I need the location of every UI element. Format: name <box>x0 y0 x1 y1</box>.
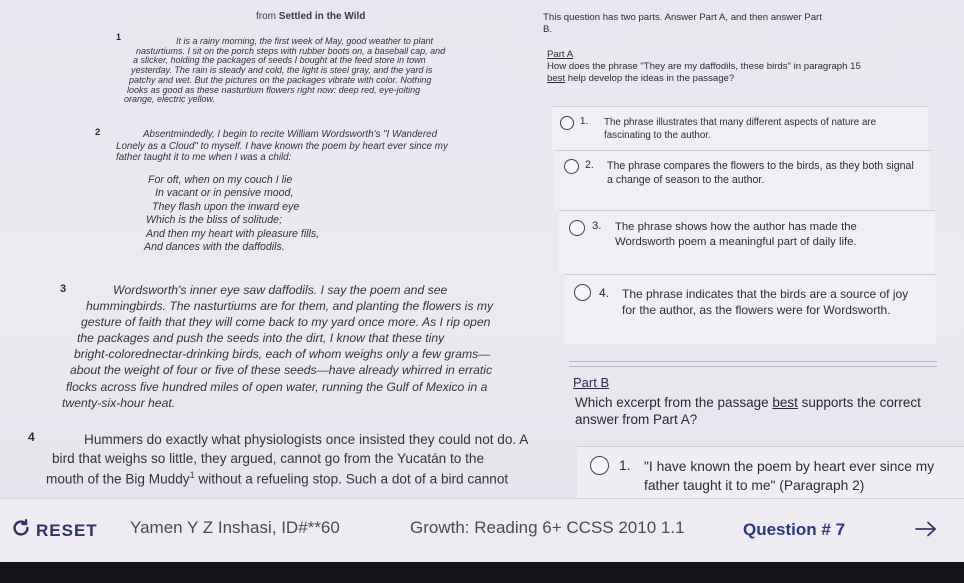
poem-line: And dances with the daffodils. <box>144 241 285 254</box>
question-text: Which excerpt from the passage <box>575 395 773 410</box>
text-line: flocks across five hundred miles of open water, running the Gulf of Mexico in a <box>66 379 488 394</box>
paragraph-3 <box>62 282 494 411</box>
radio-button[interactable] <box>574 284 591 301</box>
arrow-right-icon <box>915 517 937 543</box>
radio-button[interactable] <box>564 159 579 174</box>
option-number: 1. <box>580 116 589 127</box>
text-line: about the weight of four or five of these seeds—have already whirred in erratic <box>70 363 493 378</box>
option-number: 3. <box>592 220 602 232</box>
question-text: How does the phrase "They are my daffodils, these birds" in paragraph 15 <box>547 61 861 72</box>
text-line: the packages and push the seeds into the dirt, I know that these tiny <box>77 331 445 346</box>
option-number: 1. <box>619 458 631 473</box>
text-line: twenty-six-hour heat. <box>62 395 176 410</box>
poem-line: In vacant or in pensive mood, <box>155 187 294 200</box>
bottom-bezel <box>0 562 964 583</box>
footnote-marker[interactable]: 1 <box>189 469 195 480</box>
radio-button[interactable] <box>560 116 574 130</box>
option-text: "I have known the poem by heart ever since my father taught it to me" (Paragraph 2) <box>644 459 935 493</box>
section-divider <box>569 361 937 362</box>
text-line: a slicker, holding the packages of seeds I bought at the feed store in town <box>133 55 426 66</box>
student-info: Yamen Y Z Inshasi, ID#**60 <box>130 518 340 537</box>
text-segment: without a refueling stop. Such a dot of a bird cannot <box>194 471 509 487</box>
passage-title <box>256 11 365 22</box>
radio-button[interactable] <box>590 456 609 475</box>
text-line: patchy and wet. But the pictures on the packages vibrate with color. Nothing <box>129 74 432 85</box>
question-text: supports the correct answer from Part A? <box>575 395 921 427</box>
paragraph-number: 2 <box>95 127 101 138</box>
part-b-label: Part B <box>573 375 610 390</box>
passage-title-prefix: from <box>256 11 279 22</box>
text-line: looks as good as these nasturtium flowers right now: deep red, eye-jolting <box>127 84 421 95</box>
part-b-question <box>575 395 925 429</box>
text-line: Hummers do exactly what physiologists once insisted they could not do. A <box>84 432 529 447</box>
text-line: gesture of faith that they will come back to my yard once more. As I rip open <box>81 315 491 330</box>
paragraph-2 <box>116 129 448 164</box>
option-number: 4. <box>599 286 610 300</box>
text-line <box>46 469 528 489</box>
emphasis-text: best <box>772 395 798 410</box>
part-a-label: Part A <box>547 49 574 60</box>
paragraph-number: 1 <box>116 32 122 42</box>
text-line: hummingbirds. The nasturtiums are for them, and planting the flowers is my <box>86 299 494 314</box>
poem-block <box>144 174 320 255</box>
text-line: Absentmindedly, I begin to recite William Wordsworth's "I Wandered <box>143 129 438 140</box>
option-text: The phrase indicates that the birds are a source of joy for the author, as the flowers were for Wordsworth. <box>622 287 909 318</box>
text-line: Lonely as a Cloud" to myself. I have known the poem by heart ever since my <box>116 140 448 152</box>
poem-line: Which is the bliss of solitude; <box>146 214 283 227</box>
paragraph-number: 4 <box>28 430 35 444</box>
radio-button[interactable] <box>569 220 585 236</box>
question-text: help develop the ideas in the passage? <box>565 72 735 84</box>
text-line: orange, electric yellow. <box>124 94 216 105</box>
refresh-icon <box>10 517 32 544</box>
poem-line: For oft, when on my couch I lie <box>148 174 293 186</box>
text-line: It is a rainy morning, the first week of May, good weather to plant <box>176 36 433 46</box>
part-a-option-3[interactable] <box>559 210 935 274</box>
paragraph-number: 3 <box>60 283 67 295</box>
assessment-name: Growth: Reading 6+ CCSS 2010 1.1 <box>410 518 685 537</box>
passage-title-bold: Settled in the Wild <box>278 11 366 22</box>
poem-line: They flash upon the inward eye <box>152 200 300 213</box>
text-segment: mouth of the Big Muddy <box>46 471 190 487</box>
poem-line: And then my heart with pleasure fills, <box>146 227 320 240</box>
footer-bar <box>0 498 964 562</box>
option-text: The phrase compares the flowers to the birds, as they both signal a change of season to the author. <box>607 160 914 187</box>
question-intro: This question has two parts. Answer Part A, and then answer Part B. <box>543 12 822 35</box>
passage-pane <box>0 0 560 496</box>
part-a-question <box>547 61 865 85</box>
text-line: yesterday. The rain is steady and cold, the light is steel gray, and the yard is <box>131 65 433 76</box>
option-text: The phrase shows how the author has made the Wordsworth poem a meaningful part of daily life. <box>615 221 857 249</box>
paragraph-1 <box>124 36 446 105</box>
reset-label: RESET <box>36 520 98 540</box>
part-a-option-1[interactable] <box>552 106 928 150</box>
reset-button[interactable] <box>10 517 98 544</box>
text-line: father taught it to me when I was a child: <box>116 152 292 164</box>
text-line: nasturtiums. I sit on the porch steps with rubber boots on, a baseball cap, and <box>136 45 446 56</box>
text-line: bright-colorednectar-drinking birds, each of whom weighs only a few grams— <box>74 347 491 362</box>
question-number: Question # 7 <box>743 520 846 539</box>
option-number: 2. <box>585 159 594 171</box>
part-a-option-2[interactable] <box>555 150 931 210</box>
part-b-option-1[interactable] <box>577 446 964 498</box>
section-divider <box>569 366 937 367</box>
text-line: Wordsworth's inner eye saw daffodils. I say the poem and see <box>113 283 448 297</box>
text-line: bird that weighs so little, they argued, cannot go from the Yucatán to the <box>52 450 484 466</box>
next-button[interactable] <box>896 512 956 548</box>
paragraph-4 <box>46 431 529 489</box>
emphasis-text: best <box>547 72 566 84</box>
part-a-option-4[interactable] <box>564 274 936 344</box>
option-text: The phrase illustrates that many different aspects of nature are fascinating to the author. <box>604 117 877 142</box>
